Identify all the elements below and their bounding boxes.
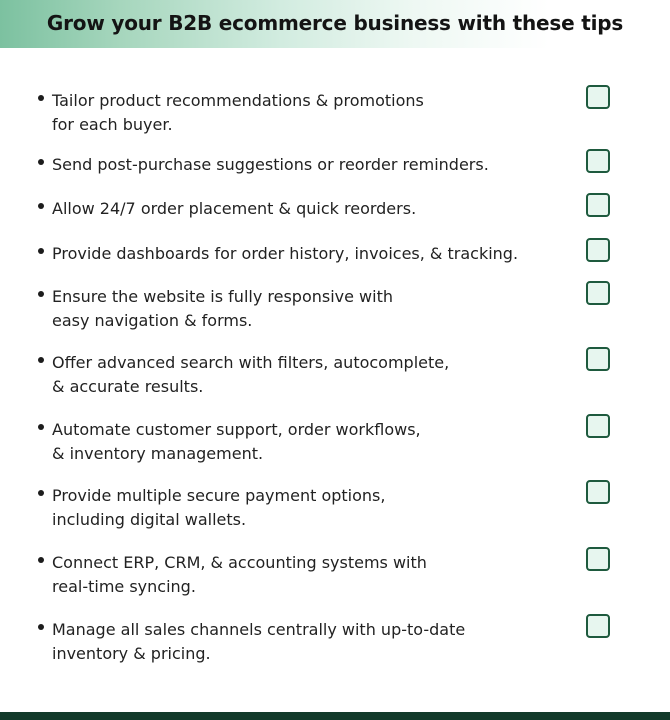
tip-text: Automate customer support, order workflows, & inventory management. (52, 420, 421, 463)
bullet-icon (38, 291, 44, 297)
bullet-icon (38, 424, 44, 430)
footer-bar (0, 712, 670, 720)
tip-checkbox[interactable] (586, 193, 610, 217)
tip-text: Offer advanced search with filters, autocomplete, & accurate results. (52, 353, 450, 396)
tip-text: Send post-purchase suggestions or reorder reminders. (52, 155, 489, 174)
tip-checkbox[interactable] (586, 547, 610, 571)
tip-checkbox[interactable] (586, 414, 610, 438)
header-banner (0, 0, 670, 48)
tip-checkbox[interactable] (586, 85, 610, 109)
tip-text: Provide multiple secure payment options, including digital wallets. (52, 486, 386, 529)
tip-text: Connect ERP, CRM, & accounting systems with real-time syncing. (52, 553, 427, 596)
tip-text: Ensure the website is fully responsive with easy navigation & forms. (52, 287, 393, 330)
page-title: Grow your B2B ecommerce business with these tips (46, 11, 624, 35)
bullet-icon (38, 557, 44, 563)
tip-checkbox[interactable] (586, 480, 610, 504)
tip-checkbox[interactable] (586, 347, 610, 371)
tip-checkbox[interactable] (586, 238, 610, 262)
bullet-icon (38, 248, 44, 254)
bullet-icon (38, 357, 44, 363)
tip-text: Allow 24/7 order placement & quick reorders. (52, 199, 417, 218)
tip-checkbox[interactable] (586, 614, 610, 638)
tip-text: Tailor product recommendations & promotions for each buyer. (52, 91, 424, 134)
bullet-icon (38, 95, 44, 101)
tip-checkbox[interactable] (586, 281, 610, 305)
bullet-icon (38, 490, 44, 496)
bullet-icon (38, 159, 44, 165)
bullet-icon (38, 203, 44, 209)
tip-text: Provide dashboards for order history, invoices, & tracking. (52, 244, 519, 263)
tip-checkbox[interactable] (586, 149, 610, 173)
bullet-icon (38, 624, 44, 630)
tip-text: Manage all sales channels centrally with up-to-date inventory & pricing. (52, 620, 466, 663)
